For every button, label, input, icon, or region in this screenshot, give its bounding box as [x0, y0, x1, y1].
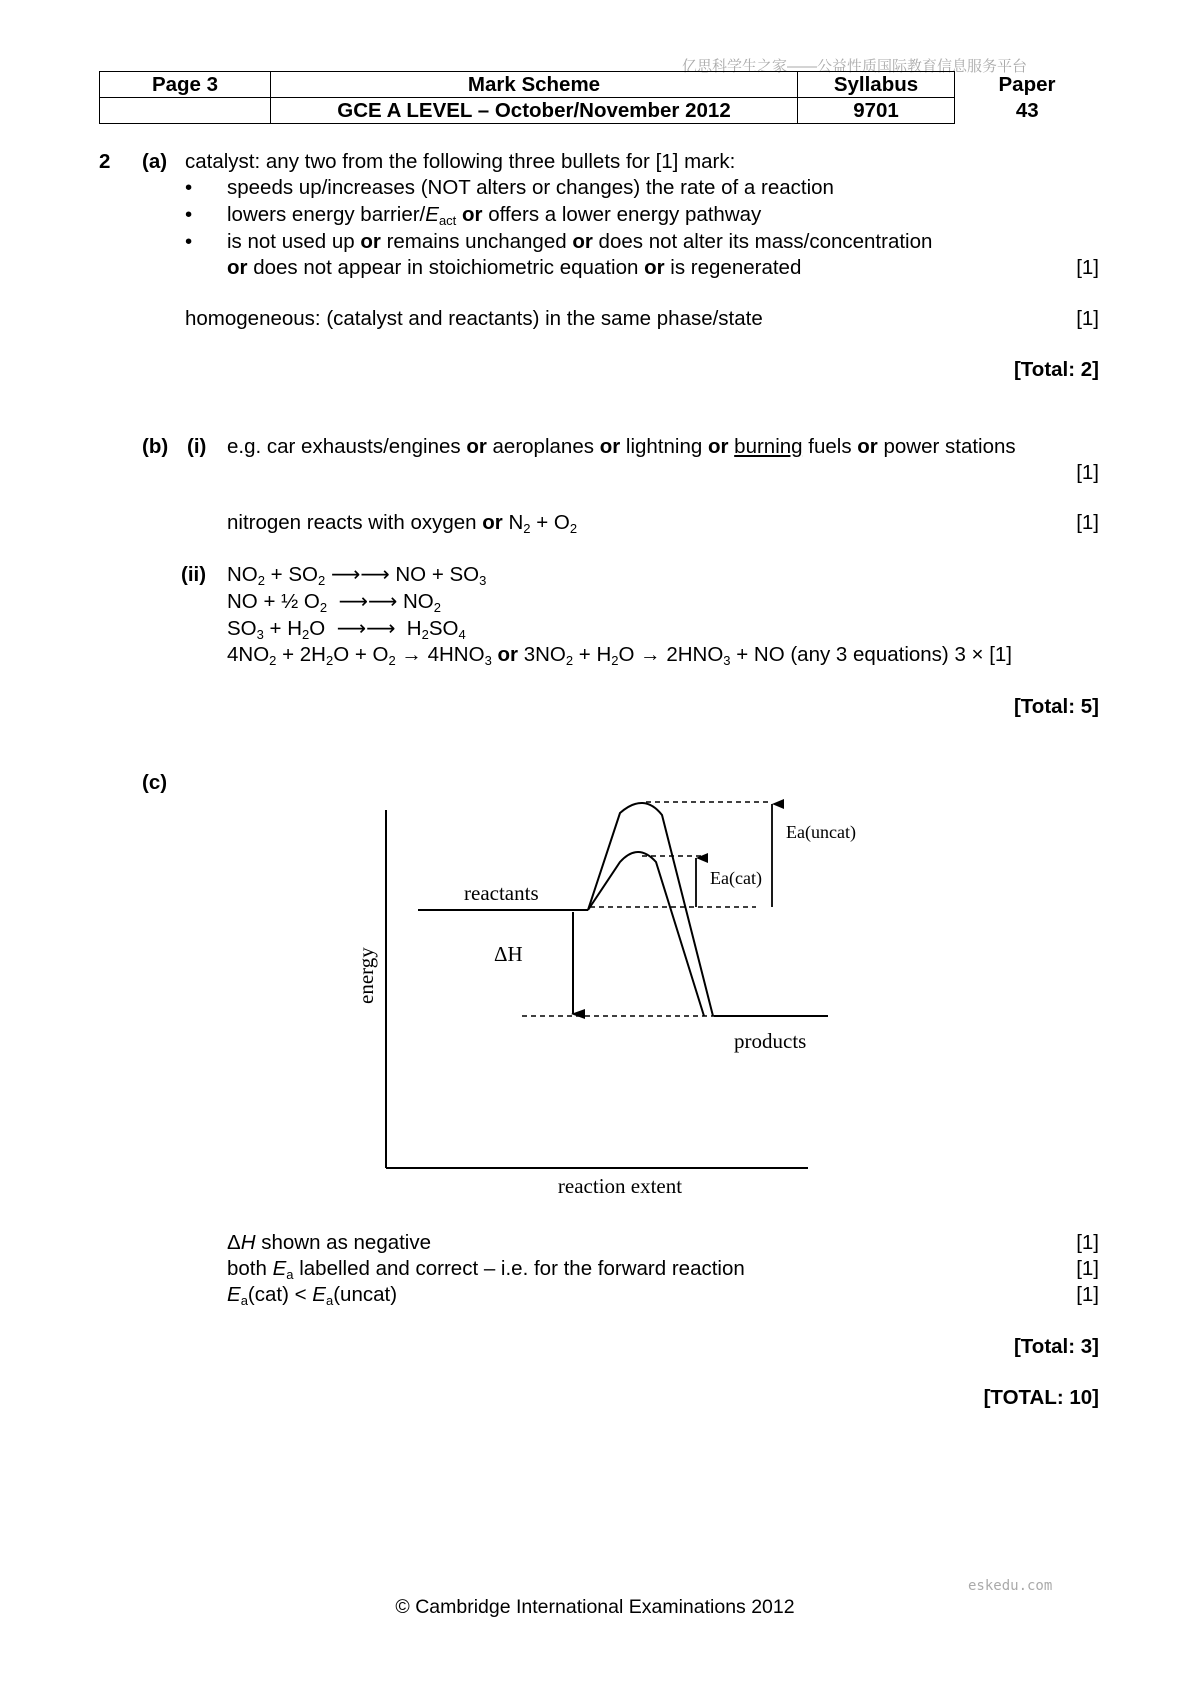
bullet-dot-1: • — [185, 176, 193, 199]
part-c-mark-3: [1] — [1076, 1283, 1099, 1306]
part-c-point-2: both $E_a$ labelled and correct – i.e. for the forward reaction — [227, 1257, 745, 1282]
part-c-label: (c) — [142, 771, 168, 794]
equation-3: $SO_3 + H_2O$ ⟶⟶ $H_2SO_4$ — [227, 617, 466, 642]
xlabel: reaction extent — [557, 1174, 683, 1198]
products-label: products — [734, 1029, 807, 1053]
bullet-3: is not used up or remains unchanged or does not alter its mass/concentration — [227, 230, 933, 253]
part-c-point-3: $E_a(cat)$ < $E_a(uncat)$ — [227, 1283, 398, 1308]
part-c-total: [Total: 3] — [1013, 1335, 1099, 1358]
part-b-i-mark-2: [1] — [1076, 511, 1099, 534]
footer-copyright: © Cambridge International Examinations 2012 — [395, 1596, 795, 1618]
equation-4: $4NO_2 + 2H_2O + O_2 \to 4HNO_3$ or $3NO_2 + H_2O \to 2HNO_3$ + NO (any 3 equations) 3 × [1] — [227, 643, 1012, 668]
equation-2: NO + ½ $O_2$ ⟶⟶ $NO_2$ — [227, 590, 441, 615]
question-number: 2 — [99, 150, 111, 173]
part-a-intro: catalyst: any two from the following three bullets for [1] mark: — [185, 150, 736, 173]
part-b-i-label: (i) — [187, 435, 207, 458]
part-a-total: [Total: 2] — [1013, 358, 1099, 381]
ylabel: energy — [354, 947, 378, 1004]
header-paper-label: Paper — [998, 73, 1056, 96]
bullet-1: speeds up/increases (NOT alters or changes) the rate of a reaction — [227, 176, 834, 199]
part-b-i-mark-1: [1] — [1076, 461, 1099, 484]
grand-total: [TOTAL: 10] — [983, 1386, 1099, 1409]
part-a-mark-1: [1] — [1076, 256, 1099, 279]
part-a-label: (a) — [142, 150, 168, 173]
energy-profile-diagram — [330, 780, 870, 1200]
header-syllabus-code: 9701 — [798, 98, 955, 124]
part-a-mark-2: [1] — [1076, 307, 1099, 330]
ea-uncat-label: Ea(uncat) — [786, 822, 856, 842]
header-page: Page 3 — [100, 72, 271, 98]
header-syllabus-label: Syllabus — [798, 72, 955, 98]
homogeneous-definition: homogeneous: (catalyst and reactants) in the same phase/state — [185, 307, 763, 330]
watermark-top: 亿思科学生之家——公益性质国际教育信息服务平台 — [682, 58, 1028, 75]
header-exam: GCE A LEVEL – October/November 2012 — [271, 98, 798, 124]
bullet-dot-2: • — [185, 203, 193, 226]
part-b-total: [Total: 5] — [1013, 695, 1099, 718]
header-mark-scheme: Mark Scheme — [271, 72, 798, 98]
header-table — [99, 71, 1100, 124]
delta-h-label: ΔH — [494, 942, 523, 966]
ea-cat-label: Ea(cat) — [710, 868, 762, 888]
part-c-point-1: ΔH shown as negative — [227, 1231, 432, 1254]
header-paper-number: 43 — [1015, 99, 1039, 122]
watermark-bottom: eskedu.com — [968, 1578, 1053, 1594]
part-c-mark-2: [1] — [1076, 1257, 1099, 1280]
bullet-3-continued: or does not appear in stoichiometric equation or is regenerated — [227, 256, 802, 279]
catalysed-curve — [588, 852, 704, 1016]
bullet-dot-3: • — [185, 230, 193, 253]
reactants-label: reactants — [464, 881, 539, 905]
part-c-mark-1: [1] — [1076, 1231, 1099, 1254]
part-b-i-nitrogen: nitrogen reacts with oxygen or $N_2 + O_2$ — [227, 511, 578, 536]
part-b-ii-label: (ii) — [181, 563, 207, 586]
equation-1: $NO_2 + SO_2$ ⟶⟶ NO + $SO_3$ — [227, 563, 487, 588]
part-b-label: (b) — [142, 435, 169, 458]
bullet-2: lowers energy barrier/$E_{act}$ or offers a lower energy pathway — [227, 203, 762, 228]
header-empty-cell — [100, 98, 271, 124]
part-b-i-answer: e.g. car exhausts/engines or aeroplanes or lightning or burning fuels or power stations — [227, 435, 1016, 458]
